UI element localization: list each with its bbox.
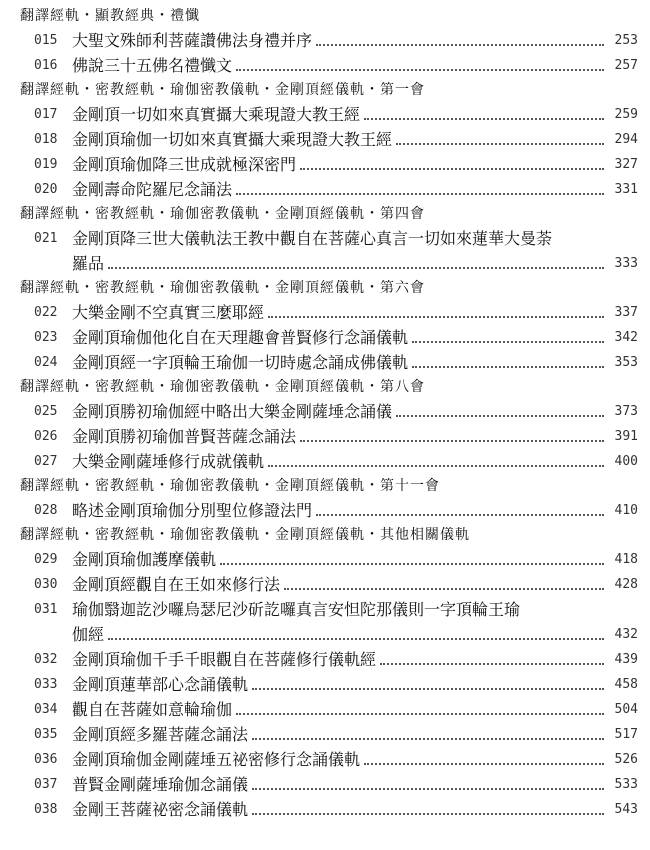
- entry-number: 023: [34, 330, 58, 345]
- entry-title: 金剛頂經一字頂輪王瑜伽一切時處念誦成佛儀軌: [72, 353, 409, 372]
- toc-entry[interactable]: [12, 226, 638, 276]
- entry-number: 030: [34, 577, 58, 592]
- toc-entry[interactable]: [12, 102, 638, 127]
- entry-number: 035: [34, 727, 58, 742]
- dot-leader: [316, 514, 604, 516]
- entry-number: 036: [34, 752, 58, 767]
- toc-entry[interactable]: [12, 797, 638, 822]
- entry-title: 金剛頂瑜伽金剛薩埵五祕密修行念誦儀軌: [72, 750, 361, 769]
- entry-number: 021: [34, 231, 58, 246]
- page-number: 418: [614, 552, 638, 567]
- page-number: 428: [614, 577, 638, 592]
- page-number: 400: [614, 454, 638, 469]
- entry-title: 金剛頂瑜伽護摩儀軌: [72, 550, 217, 569]
- page-number: 337: [614, 305, 638, 320]
- toc-entry[interactable]: [12, 127, 638, 152]
- dot-leader: [268, 465, 604, 467]
- toc-entry[interactable]: [12, 300, 638, 325]
- page-number: 458: [614, 677, 638, 692]
- page-number: 257: [614, 58, 638, 73]
- entry-title: 金剛頂瑜伽一切如來真實攝大乘現證大教王經: [72, 130, 393, 149]
- entry-number: 019: [34, 157, 58, 172]
- entry-title: 金剛壽命陀羅尼念誦法: [72, 180, 233, 199]
- entry-number: 017: [34, 107, 58, 122]
- dot-leader: [380, 663, 604, 665]
- entry-number: 027: [34, 454, 58, 469]
- dot-leader: [236, 713, 604, 715]
- dot-leader: [364, 118, 604, 120]
- page-number: 353: [614, 355, 638, 370]
- page-number: 526: [614, 752, 638, 767]
- entry-title: 大樂金剛不空真實三麼耶經: [72, 303, 265, 322]
- page-number: 410: [614, 503, 638, 518]
- page-number: 331: [614, 182, 638, 197]
- section-heading: 翻譯經軌・密教經軌・瑜伽密教儀軌・金剛頂經儀軌・其他相關儀軌: [20, 527, 470, 543]
- entry-number: 022: [34, 305, 58, 320]
- page-number: 439: [614, 652, 638, 667]
- entry-number: 038: [34, 802, 58, 817]
- entry-title-continued: 羅品: [72, 254, 105, 273]
- section-heading: 翻譯經軌・密教經軌・瑜伽密教儀軌・金剛頂經儀軌・第四會: [20, 206, 425, 222]
- section-heading: 翻譯經軌・密教經軌・瑜伽密教儀軌・金剛頂經儀軌・第一會: [20, 82, 425, 98]
- section-heading: 翻譯經軌・密教經軌・瑜伽密教儀軌・金剛頂經儀軌・第六會: [20, 280, 425, 296]
- entry-title: 佛說三十五佛名禮懺文: [72, 56, 233, 75]
- toc-entry[interactable]: [12, 597, 638, 647]
- entry-number: 029: [34, 552, 58, 567]
- page-number: 533: [614, 777, 638, 792]
- entry-title: 金剛頂一切如來真實攝大乘現證大教王經: [72, 105, 361, 124]
- dot-leader: [364, 763, 604, 765]
- entry-number: 037: [34, 777, 58, 792]
- page-number: 327: [614, 157, 638, 172]
- entry-number: 033: [34, 677, 58, 692]
- dot-leader: [300, 168, 604, 170]
- entry-number: 026: [34, 429, 58, 444]
- entry-number: 032: [34, 652, 58, 667]
- toc-entry[interactable]: [12, 747, 638, 772]
- dot-leader: [252, 738, 604, 740]
- entry-title: 瑜伽翳迦訖沙囉烏瑟尼沙斫訖囉真言安怛陀那儀則一字頂輪王瑜: [72, 600, 521, 619]
- dot-leader: [108, 638, 604, 640]
- toc-entry[interactable]: [12, 697, 638, 722]
- toc-entry[interactable]: [12, 547, 638, 572]
- toc-entry[interactable]: [12, 177, 638, 202]
- entry-number: 034: [34, 702, 58, 717]
- entry-title: 金剛頂勝初瑜伽普賢菩薩念誦法: [72, 427, 297, 446]
- dot-leader: [252, 813, 604, 815]
- entry-number: 020: [34, 182, 58, 197]
- entry-title: 金剛頂瑜伽降三世成就極深密門: [72, 155, 297, 174]
- toc-entry[interactable]: [12, 449, 638, 474]
- toc-entry[interactable]: [12, 28, 638, 53]
- entry-title: 金剛頂蓮華部心念誦儀軌: [72, 675, 249, 694]
- page-number: 432: [614, 627, 638, 642]
- toc-entry[interactable]: [12, 424, 638, 449]
- dot-leader: [412, 366, 604, 368]
- entry-number: 028: [34, 503, 58, 518]
- entry-title: 金剛王菩薩祕密念誦儀軌: [72, 800, 249, 819]
- entry-number: 031: [34, 602, 58, 617]
- dot-leader: [396, 143, 604, 145]
- section-heading: 翻譯經軌・密教經軌・瑜伽密教儀軌・金剛頂經儀軌・第十一會: [20, 478, 440, 494]
- toc-entry[interactable]: [12, 772, 638, 797]
- dot-leader: [316, 44, 604, 46]
- page-number: 391: [614, 429, 638, 444]
- entry-title: 大樂金剛薩埵修行成就儀軌: [72, 452, 265, 471]
- dot-leader: [396, 415, 604, 417]
- entry-title: 普賢金剛薩埵瑜伽念誦儀: [72, 775, 249, 794]
- toc-entry[interactable]: [12, 399, 638, 424]
- dot-leader: [284, 588, 604, 590]
- dot-leader: [300, 440, 604, 442]
- toc-entry[interactable]: [12, 572, 638, 597]
- dot-leader: [268, 316, 604, 318]
- page-number: 259: [614, 107, 638, 122]
- toc-entry[interactable]: [12, 325, 638, 350]
- entry-title: 略述金剛頂瑜伽分別聖位修證法門: [72, 501, 313, 520]
- page-number: 333: [614, 256, 638, 271]
- dot-leader: [252, 688, 604, 690]
- toc-entry[interactable]: [12, 722, 638, 747]
- dot-leader: [220, 563, 604, 565]
- page-number: 294: [614, 132, 638, 147]
- toc-entry[interactable]: [12, 498, 638, 523]
- page-number: 373: [614, 404, 638, 419]
- entry-number: 025: [34, 404, 58, 419]
- toc-entry[interactable]: [12, 647, 638, 672]
- page-number: 504: [614, 702, 638, 717]
- page-number: 342: [614, 330, 638, 345]
- section-heading: 翻譯經軌・密教經軌・瑜伽密教儀軌・金剛頂經儀軌・第八會: [20, 379, 425, 395]
- entry-title: 金剛頂經多羅菩薩念誦法: [72, 725, 249, 744]
- entry-title: 觀自在菩薩如意輪瑜伽: [72, 700, 233, 719]
- dot-leader: [252, 788, 604, 790]
- toc-entry[interactable]: [12, 53, 638, 78]
- toc-entry[interactable]: [12, 672, 638, 697]
- dot-leader: [412, 341, 604, 343]
- toc-entry[interactable]: [12, 152, 638, 177]
- page-number: 517: [614, 727, 638, 742]
- entry-title: 金剛頂降三世大儀軌法王教中觀自在菩薩心真言一切如來蓮華大曼荼: [72, 229, 553, 248]
- entry-title-continued: 伽經: [72, 625, 105, 644]
- dot-leader: [108, 267, 604, 269]
- section-heading: 翻譯經軌・顯教經典・禮懺: [20, 8, 200, 24]
- entry-title: 金剛頂經觀自在王如來修行法: [72, 575, 281, 594]
- entry-number: 024: [34, 355, 58, 370]
- entry-number: 016: [34, 58, 58, 73]
- page-number: 253: [614, 33, 638, 48]
- entry-title: 大聖文殊師利菩薩讚佛法身禮并序: [72, 31, 313, 50]
- toc-entry[interactable]: [12, 350, 638, 375]
- dot-leader: [236, 69, 604, 71]
- page-number: 543: [614, 802, 638, 817]
- entry-number: 018: [34, 132, 58, 147]
- entry-title: 金剛頂勝初瑜伽經中略出大樂金剛薩埵念誦儀: [72, 402, 393, 421]
- entry-number: 015: [34, 33, 58, 48]
- entry-title: 金剛頂瑜伽他化自在天理趣會普賢修行念誦儀軌: [72, 328, 409, 347]
- dot-leader: [236, 193, 604, 195]
- entry-title: 金剛頂瑜伽千手千眼觀自在菩薩修行儀軌經: [72, 650, 377, 669]
